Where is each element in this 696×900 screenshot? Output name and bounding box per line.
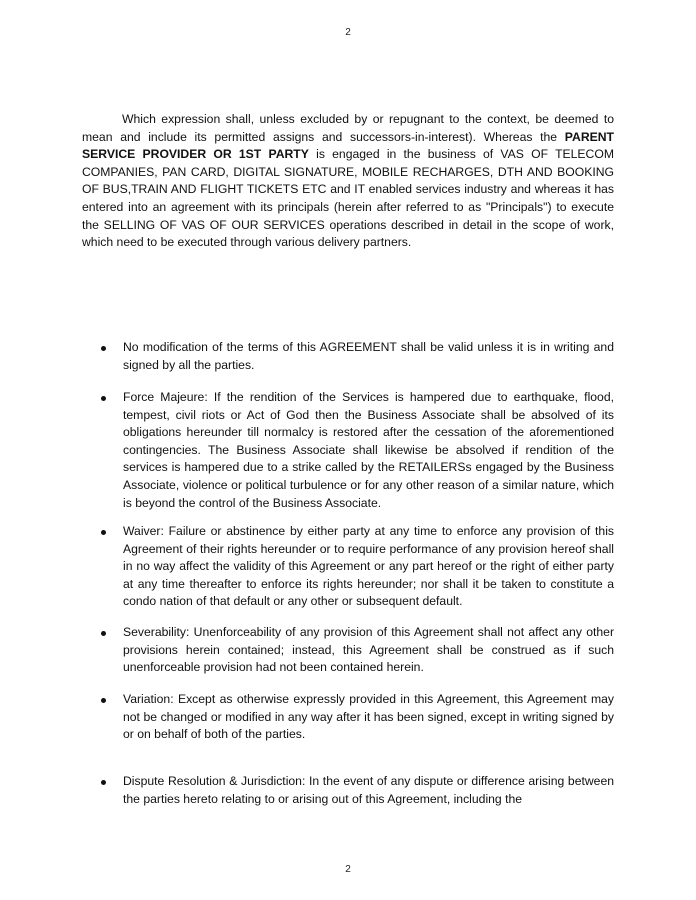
clause-modification [123, 339, 614, 374]
bullet-dot [101, 631, 106, 636]
clause-dispute-resolution [123, 773, 614, 808]
bullet-dot [101, 346, 106, 351]
clause-text: Severability: Unenforceability of any provision of this Agreement shall not affect any other provisions herein contained; instead, this Agreement shall be construed as if such unenforceable provision had not been contained herein. [123, 625, 614, 675]
bullet-dot [101, 698, 106, 703]
bullet-dot [101, 530, 106, 535]
clause-text: Force Majeure: If the rendition of the Services is hampered due to earthquake, flood, tempest, civil riots or Act of God then the Business Associate shall be absolved of its obligations hereunder till normalcy is restored after the cessation of the aforementioned contingencies. The Business Associate shall likewise be absolved if rendition of the services is hampered due to a strike called by the RETAILERSs engaged by the Business Associate, violence or political turbulence or for any other reason of a similar nature, which is beyond the control of the Business Associate. [123, 390, 614, 510]
clause-text: No modification of the terms of this AGREEMENT shall be valid unless it is in writing and signed by all the parties. [123, 340, 614, 372]
intro-paragraph [82, 111, 614, 252]
clause-force-majeure [123, 389, 614, 512]
clause-severability [123, 624, 614, 677]
clause-waiver [123, 523, 614, 611]
intro-text-part2: is engaged in the business of VAS OF TELECOM COMPANIES, PAN CARD, DIGITAL SIGNATURE, MOBILE RECHARGES, DTH AND BOOKING OF BUS,TRAIN AND FLIGHT TICKETS ETC and IT enabled services industry and whereas it has entered into an agreement with its principals (herein after referred to as "Principals") to execute the SELLING OF VAS OF OUR SERVICES operations described in detail in the scope of work, which need to be executed through various delivery partners. [82, 147, 614, 250]
clause-text: Waiver: Failure or abstinence by either party at any time to enforce any provision of this Agreement of their rights hereunder or to require performance of any provision hereof shall in no way affect the validity of this Agreement or any part hereof or the right of either party at any time thereafter to enforce its rights hereunder; nor shall it be taken to constitute a condo nation of that default or any other or subsequent default. [123, 524, 614, 609]
clause-variation [123, 691, 614, 744]
clause-text: Dispute Resolution & Jurisdiction: In the event of any dispute or difference arising between the parties hereto relating to or arising out of this Agreement, including the [123, 774, 614, 806]
intro-text-part1: Which expression shall, unless excluded by or repugnant to the context, be deemed to mean and include its permitted assigns and successors-in-interest). Whereas the [82, 112, 614, 144]
bullet-dot [101, 780, 106, 785]
page-number-bottom: 2 [345, 864, 351, 875]
bullet-dot [101, 396, 106, 401]
intro-bold-party: PARENT SERVICE PROVIDER OR 1ST PARTY [82, 129, 614, 162]
clause-text: Variation: Except as otherwise expressly provided in this Agreement, this Agreement may not be changed or modified in any way after it has been signed, except in writing signed by or on behalf of both of the parties. [123, 692, 614, 742]
page-number-top: 2 [345, 27, 351, 38]
